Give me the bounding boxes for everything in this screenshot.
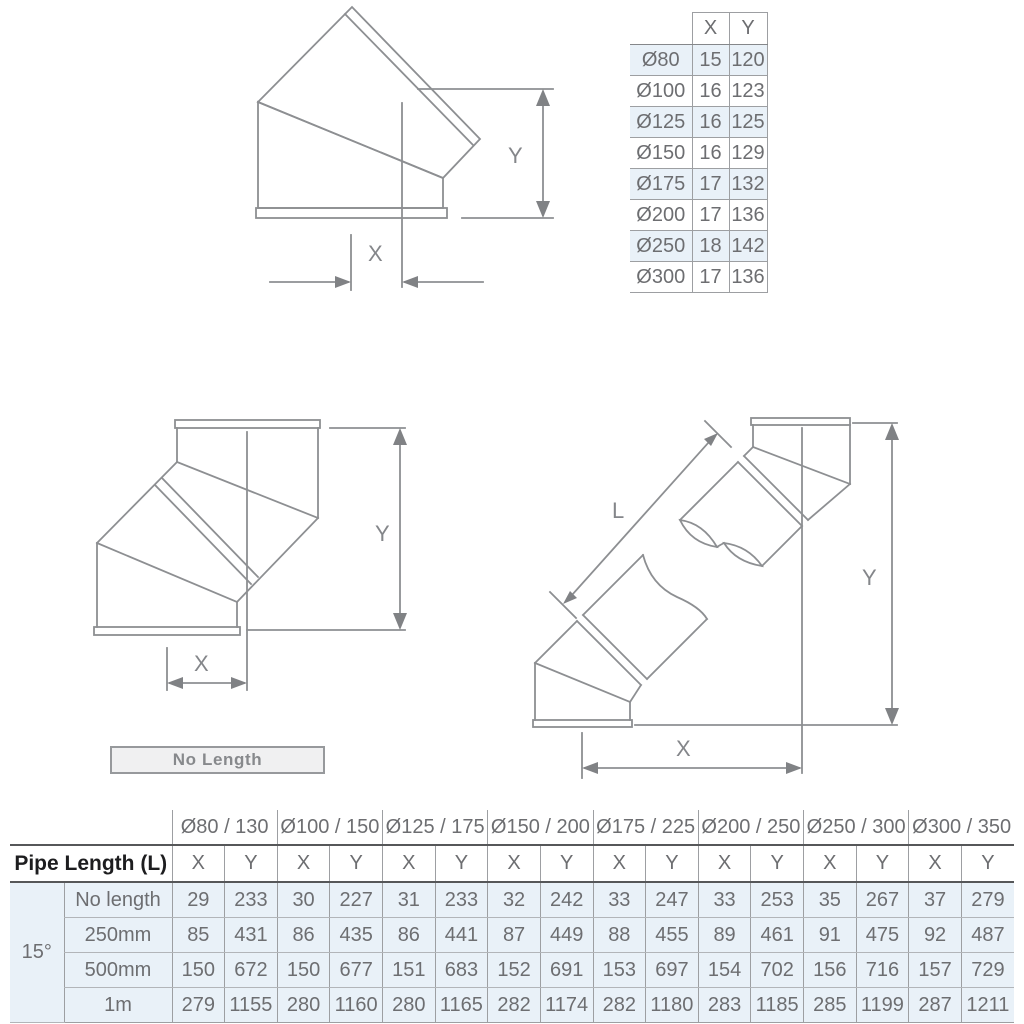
x-value: 17 [692, 200, 729, 231]
dimension-value: 1165 [435, 988, 488, 1023]
diameter-row [630, 138, 767, 169]
dimension-value: 267 [856, 882, 909, 918]
y-value: 129 [729, 138, 767, 169]
diameter-row [630, 107, 767, 138]
dimension-value: 441 [435, 918, 488, 953]
dimension-value: 280 [383, 988, 436, 1023]
dimension-value: 88 [593, 918, 646, 953]
dimension-value: 253 [751, 882, 804, 918]
dim-l-label: L [612, 498, 626, 523]
dimension-value: 33 [593, 882, 646, 918]
sub-header-y: Y [961, 845, 1014, 882]
dimension-value: 85 [172, 918, 225, 953]
dimension-value: 242 [540, 882, 593, 918]
diameter-group-header: Ø175 / 225 [593, 810, 698, 845]
diameter-row [630, 169, 767, 200]
dimension-value: 1160 [330, 988, 383, 1023]
sub-header-y: Y [646, 845, 699, 882]
diameter-xy-table [630, 12, 768, 293]
dimension-value: 37 [909, 882, 962, 918]
length-label: 250mm [64, 918, 172, 953]
x-value: 16 [692, 76, 729, 107]
diameter-table-body [630, 45, 767, 293]
sub-header-x: X [277, 845, 330, 882]
dimension-value: 287 [909, 988, 962, 1023]
dimension-value: 461 [751, 918, 804, 953]
dimension-value: 455 [646, 918, 699, 953]
sub-header-y: Y [225, 845, 278, 882]
diameter-label: Ø200 [630, 200, 692, 231]
diameter-label: Ø175 [630, 169, 692, 200]
dimension-value: 1211 [961, 988, 1014, 1023]
dimension-value: 683 [435, 953, 488, 988]
diameter-row [630, 76, 767, 107]
dimension-value: 227 [330, 882, 383, 918]
dimension-value: 716 [856, 953, 909, 988]
diameter-group-header: Ø250 / 300 [804, 810, 909, 845]
dimension-value: 157 [909, 953, 962, 988]
diameter-group-header: Ø80 / 130 [172, 810, 277, 845]
dimension-value: 1155 [225, 988, 278, 1023]
diameter-label: Ø150 [630, 138, 692, 169]
dimension-value: 729 [961, 953, 1014, 988]
dim-y-label: Y [862, 565, 878, 590]
dimension-value: 92 [909, 918, 962, 953]
dimension-arrows [563, 423, 899, 774]
dimension-value: 30 [277, 882, 330, 918]
column-header-y: Y [729, 13, 767, 45]
dimension-value: 91 [804, 918, 857, 953]
dim-x-label: X [194, 651, 210, 676]
dimension-value: 150 [277, 953, 330, 988]
dimension-value: 282 [488, 988, 541, 1023]
dimension-value: 431 [225, 918, 278, 953]
offset-elbow-body [94, 420, 320, 635]
dimension-value: 35 [804, 882, 857, 918]
length-label: 500mm [64, 953, 172, 988]
sub-header-y: Y [751, 845, 804, 882]
diameter-label: Ø100 [630, 76, 692, 107]
dimension-value: 697 [646, 953, 699, 988]
dimension-value: 1185 [751, 988, 804, 1023]
sub-header-x: X [488, 845, 541, 882]
pipe-length-table-body [10, 882, 1014, 1023]
dimension-value: 29 [172, 882, 225, 918]
diameter-label: Ø250 [630, 231, 692, 262]
dimension-value: 87 [488, 918, 541, 953]
y-value: 142 [729, 231, 767, 262]
dimension-value: 154 [698, 953, 751, 988]
angle-label: 15° [10, 882, 64, 1023]
dimension-value: 151 [383, 953, 436, 988]
diameter-group-header: Ø200 / 250 [698, 810, 803, 845]
dimension-value: 672 [225, 953, 278, 988]
dimension-value: 233 [225, 882, 278, 918]
dimension-value: 150 [172, 953, 225, 988]
y-value: 125 [729, 107, 767, 138]
y-value: 120 [729, 45, 767, 76]
diameter-row [630, 45, 767, 76]
dimension-value: 449 [540, 918, 593, 953]
length-row [10, 882, 1014, 918]
xy-header-row [10, 845, 1014, 882]
dimension-value: 247 [646, 882, 699, 918]
no-length-tag [110, 746, 325, 774]
sub-header-x: X [593, 845, 646, 882]
diameter-group-header: Ø100 / 150 [277, 810, 382, 845]
column-header-x: X [692, 13, 729, 45]
dimension-value: 280 [277, 988, 330, 1023]
diameter-group-header-row [10, 810, 1014, 845]
dimension-value: 475 [856, 918, 909, 953]
dimension-value: 156 [804, 953, 857, 988]
dimension-value: 279 [961, 882, 1014, 918]
dimension-value: 285 [804, 988, 857, 1023]
diameter-row [630, 231, 767, 262]
x-value: 15 [692, 45, 729, 76]
dimension-value: 691 [540, 953, 593, 988]
sub-header-y: Y [435, 845, 488, 882]
dim-y-label: Y [375, 521, 391, 546]
dimension-arrows [167, 428, 407, 689]
corner-label: Pipe Length (L) [10, 845, 172, 882]
diameter-group-header: Ø300 / 350 [909, 810, 1014, 845]
y-value: 136 [729, 200, 767, 231]
length-label: No length [64, 882, 172, 918]
no-length-tag-label: No Length [172, 750, 263, 769]
dimension-value: 1174 [540, 988, 593, 1023]
x-value: 17 [692, 262, 729, 293]
sub-header-y: Y [540, 845, 593, 882]
dimension-value: 31 [383, 882, 436, 918]
x-value: 18 [692, 231, 729, 262]
length-row [10, 988, 1014, 1023]
x-value: 17 [692, 169, 729, 200]
sub-header-y: Y [330, 845, 383, 882]
elbow-drawing [230, 0, 570, 300]
sub-header-x: X [172, 845, 225, 882]
sub-header-y: Y [856, 845, 909, 882]
sub-header-x: X [698, 845, 751, 882]
diameter-row [630, 200, 767, 231]
dimension-value: 702 [751, 953, 804, 988]
empty-corner [10, 810, 172, 845]
diameter-label: Ø300 [630, 262, 692, 293]
diameter-group-header: Ø125 / 175 [383, 810, 488, 845]
dim-y-label: Y [508, 143, 524, 168]
x-value: 16 [692, 107, 729, 138]
pipe-length-table [10, 810, 1014, 1023]
sub-header-x: X [909, 845, 962, 882]
dimension-value: 86 [277, 918, 330, 953]
dimension-value: 32 [488, 882, 541, 918]
diameter-label: Ø125 [630, 107, 692, 138]
diameter-row [630, 262, 767, 293]
offset-elbow-length-drawing [500, 395, 920, 795]
sub-header-x: X [804, 845, 857, 882]
dimension-value: 152 [488, 953, 541, 988]
dimension-value: 33 [698, 882, 751, 918]
dimension-value: 435 [330, 918, 383, 953]
dimension-value: 1199 [856, 988, 909, 1023]
dimension-value: 282 [593, 988, 646, 1023]
length-label: 1m [64, 988, 172, 1023]
dimension-value: 487 [961, 918, 1014, 953]
dimension-value: 279 [172, 988, 225, 1023]
dimension-value: 86 [383, 918, 436, 953]
dimension-lines [550, 421, 897, 778]
dimension-value: 677 [330, 953, 383, 988]
y-value: 132 [729, 169, 767, 200]
diameter-table-header [630, 13, 767, 45]
dimension-value: 233 [435, 882, 488, 918]
length-row [10, 953, 1014, 988]
dim-x-label: X [368, 241, 384, 266]
length-row [10, 918, 1014, 953]
diameter-label: Ø80 [630, 45, 692, 76]
dimension-value: 153 [593, 953, 646, 988]
diameter-group-header: Ø150 / 200 [488, 810, 593, 845]
dimension-lines [270, 89, 553, 290]
dimension-value: 89 [698, 918, 751, 953]
dimension-value: 1180 [646, 988, 699, 1023]
dim-x-label: X [676, 736, 692, 761]
dimension-value: 283 [698, 988, 751, 1023]
elbow-body [256, 7, 480, 218]
empty-corner [630, 13, 692, 45]
y-value: 123 [729, 76, 767, 107]
offset-elbow-drawing [60, 400, 440, 710]
sub-header-x: X [383, 845, 436, 882]
y-value: 136 [729, 262, 767, 293]
x-value: 16 [692, 138, 729, 169]
